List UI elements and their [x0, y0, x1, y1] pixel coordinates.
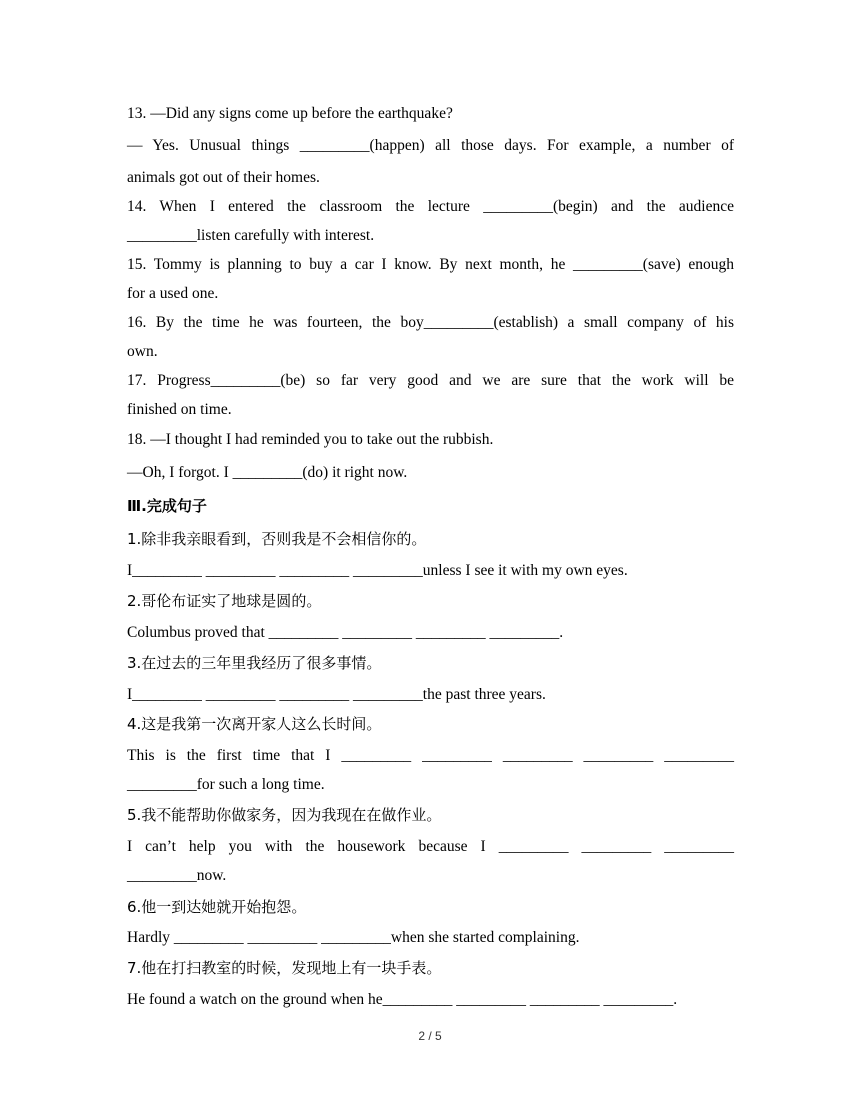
question-14-line-2: _________listen carefully with interest.: [127, 227, 375, 244]
question-17-line-1: 17. Progress_________(be) so far very good and we are sure that the work will be: [127, 372, 734, 389]
question-17-line-2: finished on time.: [127, 401, 232, 418]
question-18-line-1: 18. —I thought I had reminded you to take out the rubbish.: [127, 431, 494, 448]
question-13-line-1: 13. —Did any signs come up before the earthquake?: [127, 105, 453, 122]
sentence-5-answer-line-2: _________now.: [127, 867, 227, 884]
sentence-5-answer-line-1: I can’t help you with the housework because I _________ _________ _________: [127, 838, 734, 855]
question-15-line-2: for a used one.: [127, 285, 219, 302]
page-number: 2 / 5: [418, 1029, 442, 1043]
question-13-line-3: animals got out of their homes.: [127, 169, 320, 186]
question-18-line-2: —Oh, I forgot. I _________(do) it right now.: [127, 464, 408, 481]
sentence-7-prompt: 7.他在打扫教室的时候，发现地上有一块手表。: [127, 959, 442, 977]
sentence-7-answer: He found a watch on the ground when he_________ _________ _________ _________.: [127, 991, 678, 1008]
sentence-6-prompt: 6.他一到达她就开始抱怨。: [127, 898, 307, 916]
sentence-2-prompt: 2.哥伦布证实了地球是圆的。: [127, 592, 322, 610]
question-16-line-2: own.: [127, 343, 158, 360]
sentence-1-prompt: 1.除非我亲眼看到，否则我是不会相信你的。: [127, 530, 427, 548]
sentence-3-prompt: 3.在过去的三年里我经历了很多事情。: [127, 654, 382, 672]
sentence-1-answer: I_________ _________ _________ _________unless I see it with my own eyes.: [127, 562, 628, 579]
question-13-line-2: — Yes. Unusual things _________(happen) all those days. For example, a number of: [127, 137, 734, 154]
question-14-line-1: 14. When I entered the classroom the lecture _________(begin) and the audience: [127, 198, 734, 215]
sentence-3-answer: I_________ _________ _________ _________the past three years.: [127, 686, 546, 703]
sentence-6-answer: Hardly _________ _________ _________when she started complaining.: [127, 929, 580, 946]
sentence-4-answer-line-1: This is the first time that I _________ _________ _________ _________ _________: [127, 747, 734, 764]
sentence-4-answer-line-2: _________for such a long time.: [127, 776, 325, 793]
sentence-5-prompt: 5.我不能帮助你做家务，因为我现在在做作业。: [127, 806, 442, 824]
question-15-line-1: 15. Tommy is planning to buy a car I know. By next month, he _________(save) enough: [127, 256, 734, 273]
section-heading: Ⅲ.完成句子: [127, 497, 207, 515]
question-16-line-1: 16. By the time he was fourteen, the boy_________(establish) a small company of his: [127, 314, 734, 331]
sentence-4-prompt: 4.这是我第一次离开家人这么长时间。: [127, 715, 382, 733]
sentence-2-answer: Columbus proved that _________ _________ _________ _________.: [127, 624, 564, 641]
